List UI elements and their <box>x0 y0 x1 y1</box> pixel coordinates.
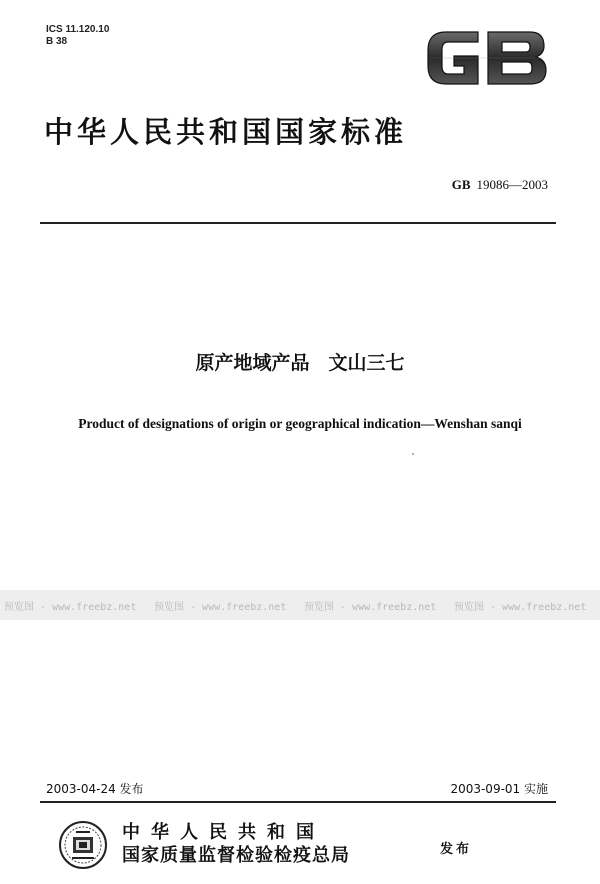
issuer-seal-icon <box>58 820 108 870</box>
standard-code: 19086—2003 <box>476 177 548 192</box>
watermark-text: 预览图 - www.freebz.net <box>154 601 287 613</box>
watermark-text: 预览图 - www.freebz.net <box>454 601 587 613</box>
issuer-agency: 国家质量监督检验检疫总局 <box>122 845 350 866</box>
issuer-block <box>122 822 350 868</box>
standard-prefix: GB <box>451 177 471 192</box>
watermark-banner <box>0 590 600 620</box>
standard-number <box>452 177 548 193</box>
footer-divider <box>40 801 556 803</box>
document-title-english: Product of designations of origin or geographical indication—Wenshan sanqi <box>78 416 522 431</box>
ccs-code: B 38 <box>46 36 68 47</box>
classification-codes <box>46 24 109 48</box>
issue-date: 2003-04-24 发布 <box>46 782 144 796</box>
standard-category-title: 中华人民共和国国家标准 <box>44 115 408 149</box>
implementation-date: 2003-09-01 实施 <box>450 782 548 796</box>
publish-label: 发布 <box>440 842 473 857</box>
speck <box>412 453 414 455</box>
header-divider <box>40 222 556 224</box>
gb-logo <box>418 20 553 95</box>
ics-code: ICS 11.120.10 <box>46 24 110 35</box>
watermark-text: 预览图 - www.freebz.net <box>304 601 437 613</box>
watermark-text: 预览图 - www.freebz.net <box>4 601 137 613</box>
issuer-country: 中华人民共和国 <box>122 822 325 843</box>
document-title-chinese: 原产地域产品 文山三七 <box>195 352 405 374</box>
